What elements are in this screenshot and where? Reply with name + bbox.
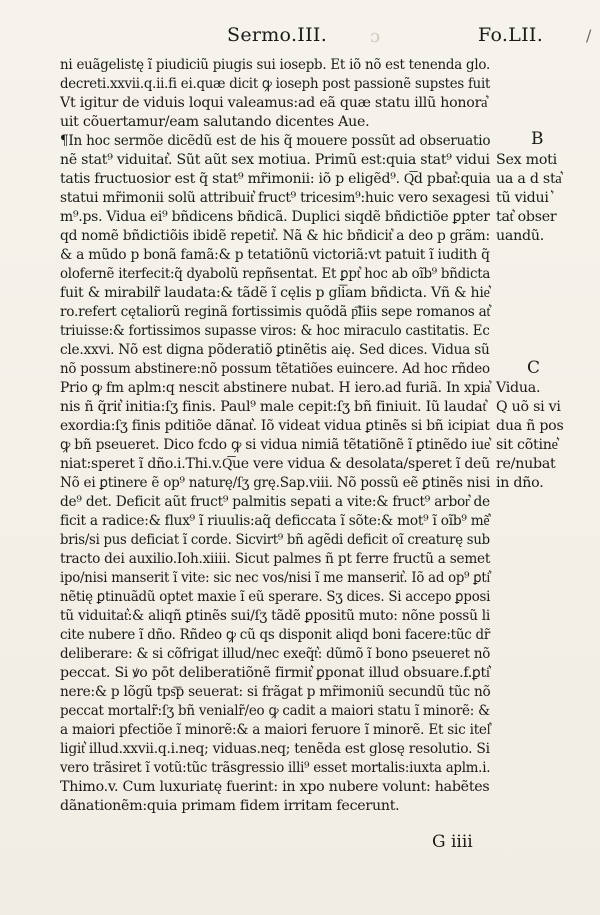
marginal-note: Sex moti — [496, 152, 557, 168]
text-line: nere:& p lõgũ tps͞p seuerat: si frãgat p mr̃imoniũ secundũ tũc nõ — [60, 684, 491, 700]
text-line: ni euãgelistę ĩ piudiciũ piugis sui iosepb. Et iõ nõ est tenenda glo. — [60, 57, 490, 73]
text-line: bris/si pus deficiat ĩ corde. Sicvirt⁹ bñ agẽdi deficit oĩ creaturę sub — [60, 532, 490, 548]
text-line: & a mũdo p bonã famã:& p tetatiõnũ victoriã:vt patuit ĩ iudith q̃ — [60, 247, 490, 263]
text-line: olofernẽ iterfecit:q̃ dyabolũ repñsentat. Et ꝑpt͛ hoc ab oĩb⁹ bñdicta — [60, 266, 491, 282]
marginal-note: ua a d sta͛ — [496, 171, 562, 187]
text-line: tũ viduitat͛:& aliqñ ꝑtinẽs sui/ſʒ tãdẽ ꝑpositũ muto: nõne possũ li — [60, 608, 491, 624]
text-line: m⁹.ps. Vidua ei⁹ bñdicens bñdicã. Duplici siqdẽ bñdictiõe ꝑpter — [60, 209, 490, 225]
text-line: vero trãsiret ĩ votũ:tũc trãsgressio illi⁹ esset mortalis:iuxta aplm.i. — [60, 760, 491, 776]
marginal-note: dua ñ pos — [496, 418, 564, 434]
text-line: ro.refert cętaliorũ reginã fortissimis quõdã p͞liis sepe romanos at͛ — [60, 304, 491, 320]
marginal-letter: C — [527, 358, 540, 378]
text-line: decreti.xxvii.q.ii.fi ei.quæ dicit ꝙ ioseph post passionẽ supstes fuit — [60, 76, 491, 92]
text-line: nis ñ q̃rit͛ initia:ſʒ finis. Paul⁹ male cepit:ſʒ bñ finiuit. Iũ laudat͛ — [60, 399, 487, 415]
text-line: triuisse:& fortissimos supasse viros: & hoc miraculo castitatis. Ec — [60, 323, 490, 339]
text-line: cite nubere ĩ dño. Rñdeo ꝙ cũ qs disponit aliqd boni facere:tũc dr̃ — [60, 627, 491, 643]
marginal-note: sit cõtine͛ — [496, 437, 558, 453]
text-line: ipo/nisi manserit ĩ vite: sic nec vos/nisi ĩ me manserit͛. Iõ ad op⁹ ꝑti͛ — [60, 570, 491, 586]
text-line: Thimo.v. Cum luxuriatę fuerint: in xpo nubere volunt: habẽtes — [60, 779, 490, 795]
text-line: peccat mortalr̃:ſʒ bñ venialr̃/eo ꝙ cadit a maiori statu ĩ minorẽ: & — [60, 703, 490, 719]
text-line: Nõ ei ꝑtinere ẽ op⁹ naturę/ſʒ grę.Sap.viii. Nõ possũ eẽ ꝑtinẽs nisi — [60, 475, 491, 491]
running-title: Sermo.III. — [227, 24, 328, 46]
text-line: nẽtię ꝑtinuãdũ optet maxie ĩ eũ sperare. Sʒ dices. Si accepo ꝑposi — [60, 589, 491, 605]
text-line: ligit͛ illud.xxvii.q.i.neq; viduas.neq; tenẽda est glosę resolutio. Si — [60, 741, 490, 757]
edge-mark: / — [586, 26, 592, 45]
text-line: ficit a radice:& flux⁹ ĩ riuulis:aq̃ deficcata ĩ sõte:& mot⁹ ĩ oĩb⁹ mẽ͛ — [60, 513, 490, 529]
text-line: nõ possum abstinere:nõ possum tẽtatiões euincere. Ad hoc rñdeo — [60, 361, 490, 377]
text-line: de⁹ det. Deficit aũt fruct⁹ palmitis sepati a vite:& fruct⁹ arbor͛ de — [60, 494, 490, 510]
marginal-note: in dño. — [496, 475, 544, 491]
text-line: peccat. Si ꝟo pōt deliberatiõnẽ firmit͛ ꝑponat illud obsuare.f.ꝑti͛ — [60, 665, 490, 681]
text-line: a maiori pfectiõe ĩ minorẽ:& a maiori feruore ĩ minorẽ. Et sic itel͛ — [60, 722, 491, 738]
text-line: Vt igitur de viduis loqui valeamus:ad eã quæ statu illũ honora͛ — [60, 95, 488, 111]
marginal-note: re/nubat — [496, 456, 556, 472]
text-line: exordia:ſʒ finis pditiõe dãnat͛. Iõ videat vidua ꝑtinẽs si bñ icipiat — [60, 418, 490, 434]
signature-mark: G iiii — [432, 832, 473, 852]
text-line: deliberare: & si cõfrigat illud/nec exeq̃t͛: dũmõ ĩ bono pseueret nõ — [60, 646, 491, 662]
marginal-note: Vidua. — [496, 380, 541, 396]
marginal-letter: B — [531, 129, 544, 149]
text-line: ¶In hoc sermõe dicẽdũ est de his q̃ mouere possũt ad obseruatio — [60, 133, 491, 149]
text-line: niat:speret ĩ dño.i.Thi.v.Q͞ue vere vidua & desolata/speret ĩ deũ — [60, 456, 490, 472]
marginal-note: tũ vidui ͛ — [496, 190, 552, 206]
text-line: statui mr̃imonii solũ attribuit͛ fruct⁹ tricesim⁹:huic vero sexagesi — [60, 190, 490, 206]
marginal-note: uandũ. — [496, 228, 544, 244]
folio-number: Fo.LII. — [478, 24, 544, 46]
text-line: tatis fructuosior est q̃ stat⁹ mr̃imonii: iõ p eligẽd⁹. Q͞d pbat͛:quia — [60, 171, 491, 187]
marginal-note: tat͛ obser — [496, 209, 557, 225]
show-through-mark: ɔ — [370, 26, 381, 47]
text-line: Prio ꝙ fm aplm:q nescit abstinere nubat. H iero.ad furiã. In xpia͛ — [60, 380, 491, 396]
text-line: cle.xxvi. Nõ est digna põderatiõ ꝑtinẽtis aię. Sed dices. Vidua sũ — [60, 342, 490, 358]
text-line: qd nomẽ bñdictiõis ibidẽ repetit͛. Nã & hic bñdicit͛ a deo p grãm: — [60, 228, 490, 244]
marginal-note: Q uõ si vi — [496, 399, 561, 415]
text-line: uit cõuertamur/eam salutando dicentes Aue. — [60, 114, 370, 130]
text-line: tracto dei auxilio.Ioh.xiiii. Sicut palmes ñ pt ferre fructũ a semet — [60, 551, 491, 567]
text-line: fuit & mirabilr̃ laudata:& tãdẽ ĩ cęlis p gl͞iam bñdicta. Vñ & hie͛ — [60, 285, 490, 301]
text-line: ꝙ bñ pseueret. Dico fcdo ꝙ si vidua nimiã tẽtatiõnẽ ĩ ꝑtinẽdo iue͛ — [60, 437, 490, 453]
text-line: nẽ stat⁹ viduitat͛. Sũt aũt sex motiua. Primũ est:quia stat⁹ vidui — [60, 152, 490, 168]
text-line: dãnationẽm:quia primam fidem irritam fecerunt. — [60, 798, 400, 814]
